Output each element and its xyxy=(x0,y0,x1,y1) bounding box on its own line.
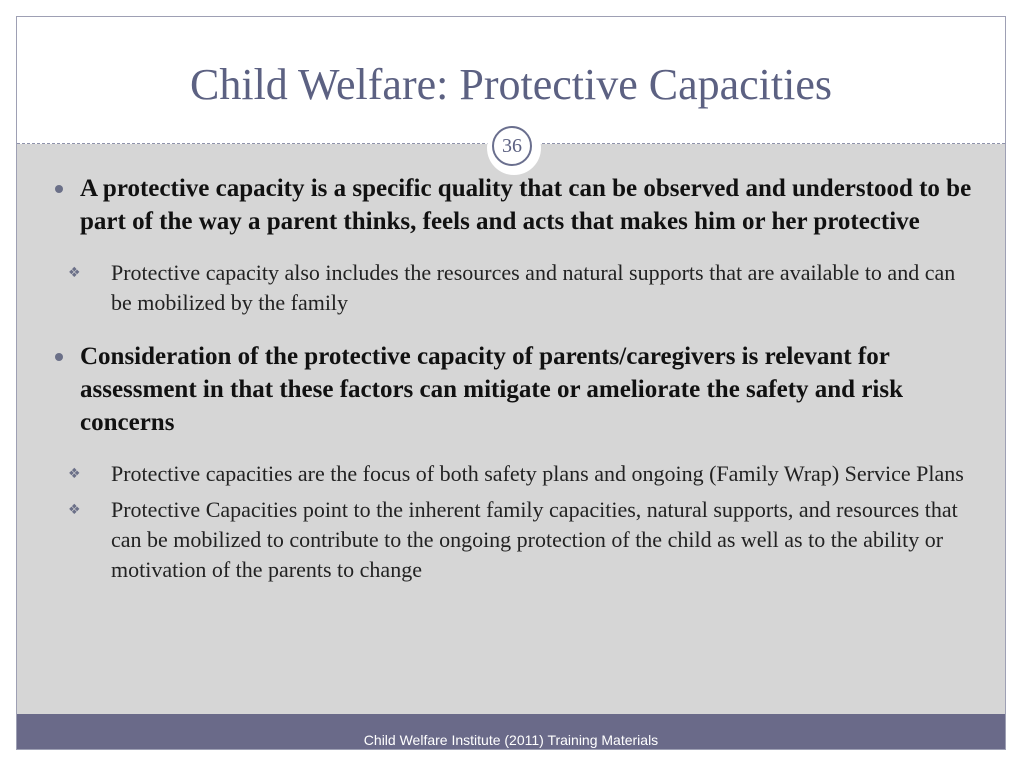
bullet-item xyxy=(17,340,1005,439)
filled-circle-bullet-icon xyxy=(55,185,63,193)
sub-bullet-item xyxy=(17,495,1005,585)
slide-frame xyxy=(16,16,1006,750)
slide-number-badge xyxy=(487,121,541,175)
filled-circle-bullet-icon xyxy=(55,353,63,361)
bullet-text: Consideration of the protective capacity of parents/caregivers is relevant for assessment in that these factors can mitigate or ameliorate the safety and risk concerns xyxy=(80,343,904,436)
sub-bullet-text: Protective Capacities point to the inherent family capacities, natural supports, and resources that can be mobilized to contribute to the ongoing protection of the child as well as to the ability or motivation of the parents to change xyxy=(111,497,958,582)
four-diamond-bullet-icon: ❖ xyxy=(68,265,81,281)
footer-bar xyxy=(17,714,1005,749)
bullet-list xyxy=(17,172,1005,585)
sub-bullet-item xyxy=(17,258,1005,318)
sub-bullet-item xyxy=(17,459,1005,489)
four-diamond-bullet-icon: ❖ xyxy=(68,502,81,518)
bullet-text: A protective capacity is a specific quality that can be observed and understood to be part of the way a parent thinks, feels and acts that makes him or her protective xyxy=(80,175,972,235)
bullet-item xyxy=(17,172,1005,238)
sub-bullet-text: Protective capacity also includes the resources and natural supports that are available to and can be mobilized by the family xyxy=(111,260,956,315)
four-diamond-bullet-icon: ❖ xyxy=(68,466,81,482)
sub-bullet-text: Protective capacities are the focus of both safety plans and ongoing (Family Wrap) Service Plans xyxy=(111,461,964,486)
footer-text: Child Welfare Institute (2011) Training Materials xyxy=(363,732,659,748)
slide-title: Child Welfare: Protective Capacities xyxy=(190,60,832,109)
slide-number: 36 xyxy=(492,126,532,166)
